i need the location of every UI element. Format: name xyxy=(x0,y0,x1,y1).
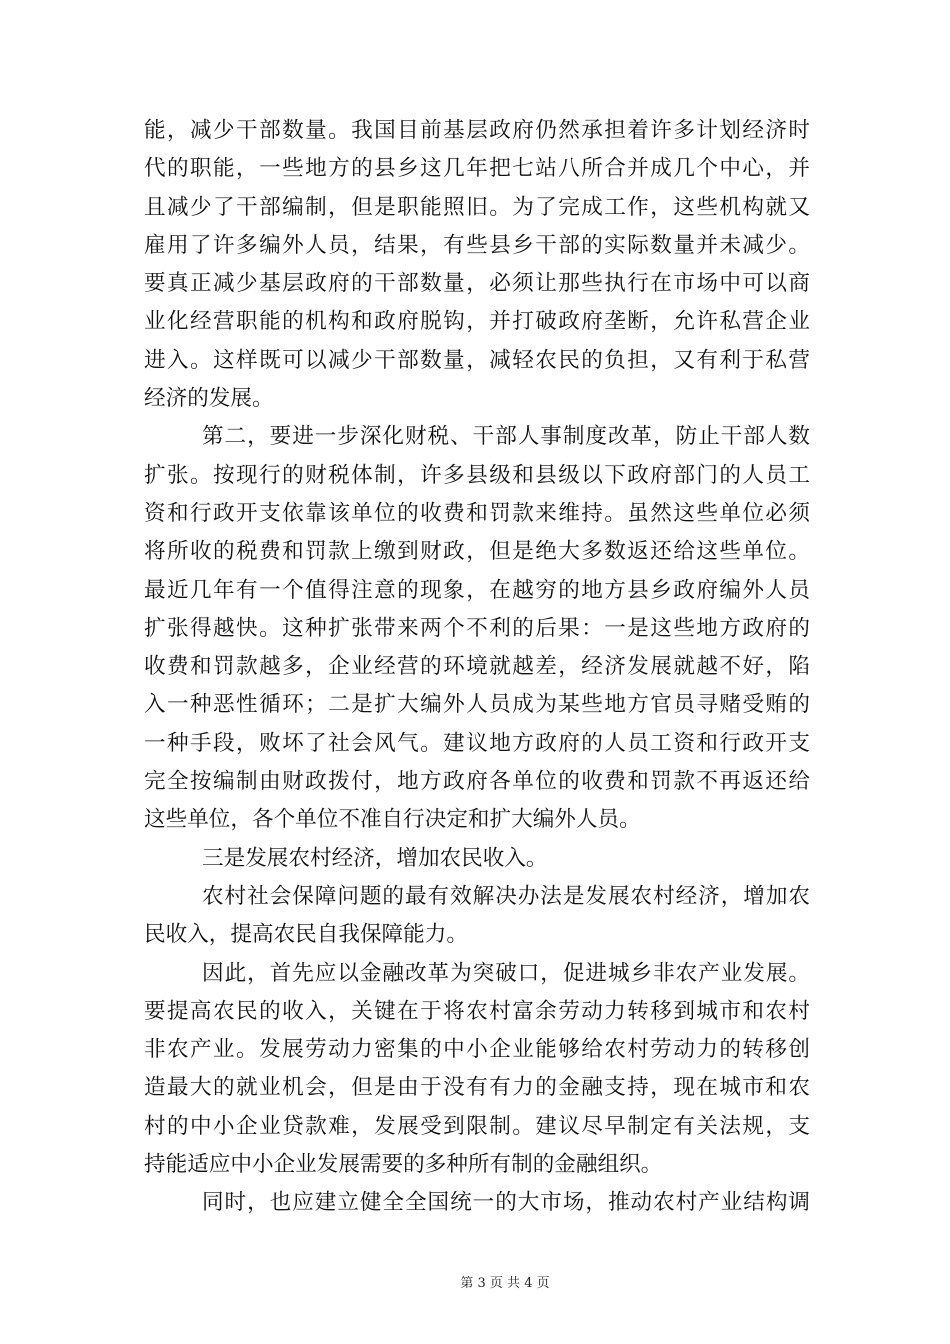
text-line: 造最大的就业机会，但是由于没有有力的金融支持，现在城市和农 xyxy=(144,1075,810,1101)
text-line: 能，减少干部数量。我国目前基层政府仍然承担着许多计划经济时 xyxy=(144,118,810,143)
text-line: 扩张。按现行的财税体制，许多县级和县级以下政府部门的人员工 xyxy=(144,462,810,488)
text-line: 雇用了许多编外人员，结果，有些县乡干部的实际数量并未减少。 xyxy=(144,232,810,258)
text-line: 最近几年有一个值得注意的现象，在越穷的地方县乡政府编外人员 xyxy=(144,577,810,603)
text-line: 入一种恶性循环；二是扩大编外人员成为某些地方官员寻赌受贿的 xyxy=(144,692,810,718)
text-line: 资和行政开支依靠该单位的收费和罚款来维持。虽然这些单位必须 xyxy=(144,500,810,526)
text-line: 要真正减少基层政府的干部数量，必须让那些执行在市场中可以商 xyxy=(144,271,810,297)
text-line: 经济的发展。 xyxy=(144,386,274,412)
document-body xyxy=(144,112,810,1223)
text-line: 业化经营职能的机构和政府脱钩，并打破政府垄断，允许私营企业 xyxy=(144,309,810,335)
text-line: 民收入，提高农民自我保障能力。 xyxy=(144,922,468,948)
text-line: 村的中小企业贷款难，发展受到限制。建议尽早制定有关法规，支 xyxy=(144,1113,810,1139)
text-line: 第二，要进一步深化财税、干部人事制度改革，防止干部人数 xyxy=(202,424,810,450)
text-line: 同时，也应建立健全全国统一的大市场，推动农村产业结构调 xyxy=(202,1190,810,1216)
text-line: 农村社会保障问题的最有效解决办法是发展农村经济，增加农 xyxy=(202,883,810,909)
text-line: 这些单位，各个单位不准自行决定和扩大编外人员。 xyxy=(144,807,641,833)
text-line: 非农产业。发展劳动力密集的中小企业能够给农村劳动力的转移创 xyxy=(144,1037,810,1063)
text-line: 持能适应中小企业发展需要的多种所有制的金融组织。 xyxy=(144,1152,663,1178)
text-line: 且减少了干部编制，但是职能照旧。为了完成工作，这些机构就又 xyxy=(144,194,810,220)
text-line: 完全按编制由财政拨付，地方政府各单位的收费和罚款不再返还给 xyxy=(144,769,810,795)
text-line: 要提高农民的收入，关键在于将农村富余劳动力转移到城市和农村 xyxy=(144,998,810,1024)
text-line: 三是发展农村经济，增加农民收入。 xyxy=(202,845,548,871)
text-line: 代的职能，一些地方的县乡这几年把七站八所合并成几个中心，并 xyxy=(144,156,810,182)
text-line: 收费和罚款越多，企业经营的环境就越差，经济发展就越不好，陷 xyxy=(144,654,810,680)
text-line: 将所收的税费和罚款上缴到财政，但是绝大多数返还给这些单位。 xyxy=(144,539,810,565)
text-line: 扩张得越快。这种扩张带来两个不利的后果：一是这些地方政府的 xyxy=(144,615,810,641)
text-line: 一种手段，败坏了社会风气。建议地方政府的人员工资和行政开支 xyxy=(144,730,810,756)
text-line: 因此，首先应以金融改革为突破口，促进城乡非农产业发展。 xyxy=(202,960,810,986)
page-footer: 第 3 页 共 4 页 xyxy=(460,1276,550,1291)
text-line: 进入。这样既可以减少干部数量，减轻农民的负担，又有利于私营 xyxy=(144,347,810,373)
